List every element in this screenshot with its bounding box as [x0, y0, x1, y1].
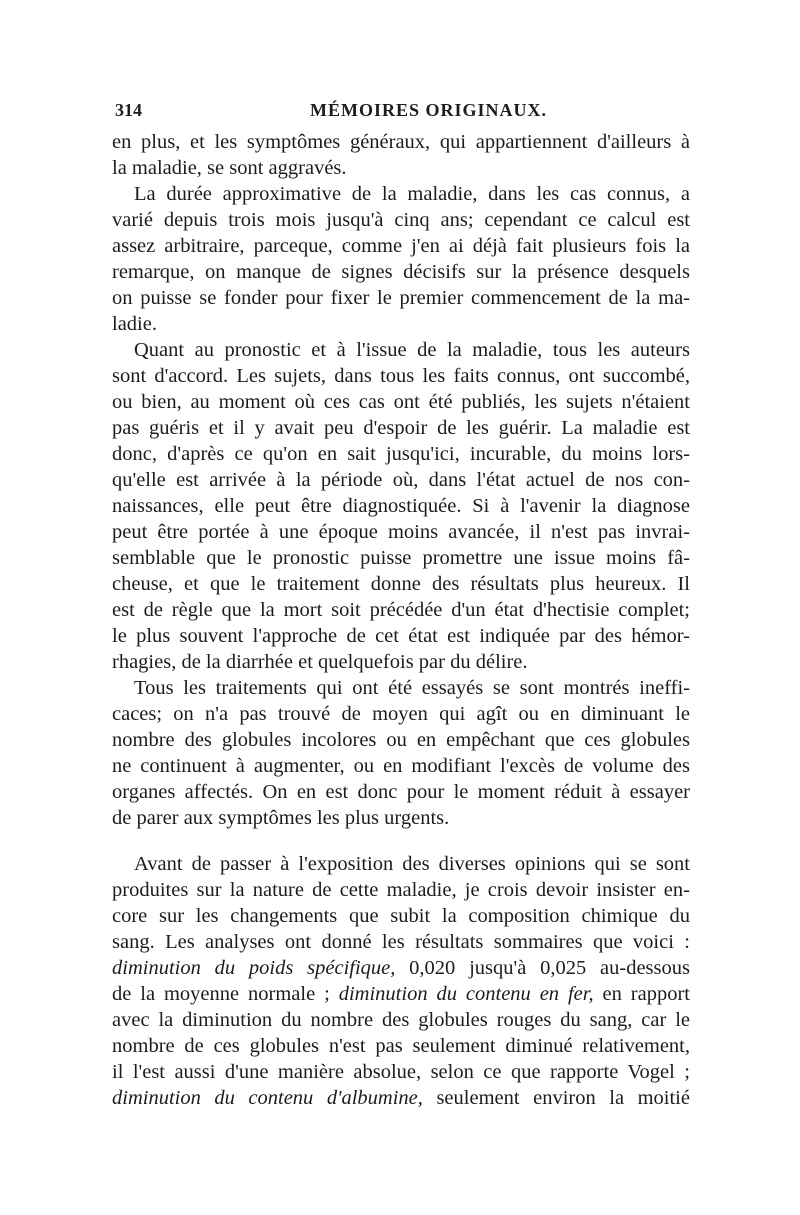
text-line: assez arbitraire, parceque, comme j'en ai déjà fait plusieurs fois la: [112, 235, 690, 257]
text-line: [112, 955, 690, 981]
running-title: MÉMOIRES ORIGINAUX.: [310, 100, 548, 120]
text-line: ou bien, au moment où ces cas ont été publiés, les sujets n'étaient: [112, 391, 690, 413]
text-line: semblable que le pronostic puisse promettre une issue moins fâ-: [112, 547, 690, 569]
running-head: [115, 100, 685, 124]
text-line: sont d'accord. Les sujets, dans tous les faits connus, ont succombé,: [112, 365, 690, 387]
text-line: [112, 1007, 690, 1033]
text-line: [112, 981, 690, 1007]
text-segment: il l'est aussi d'une manière absolue, selon ce que rapporte Vogel ;: [112, 1061, 690, 1083]
body-text: [112, 129, 690, 1111]
text-line: [112, 1059, 690, 1085]
text-line: naissances, elle peut être diagnostiquée. Si à l'avenir la diagnose: [112, 495, 690, 517]
text-line: en plus, et les symptômes généraux, qui appartiennent d'ailleurs à: [112, 131, 690, 153]
paragraph: [112, 675, 690, 831]
text-line: La durée approximative de la maladie, dans les cas connus, a: [134, 183, 690, 205]
text-line: rhagies, de la diarrhée et quelquefois par du délire.: [112, 651, 528, 673]
text-line: ladie.: [112, 313, 157, 335]
text-segment: de la moyenne normale ;: [112, 983, 339, 1005]
paragraph: [112, 851, 690, 1111]
text-line: la maladie, se sont aggravés.: [112, 157, 347, 179]
text-segment: en rapport: [593, 983, 690, 1005]
text-line: Tous les traitements qui ont été essayés se sont montrés ineffi-: [134, 677, 690, 699]
paragraph: [112, 129, 690, 181]
paragraph: [112, 181, 690, 337]
text-line: qu'elle est arrivée à la période où, dans l'état actuel de nos con-: [112, 469, 690, 491]
text-line: [112, 877, 690, 903]
text-line: remarque, on manque de signes décisifs sur la présence desquels: [112, 261, 690, 283]
text-line: Quant au pronostic et à l'issue de la maladie, tous les auteurs: [134, 339, 690, 361]
text-line: on puisse se fonder pour fixer le premier commencement de la ma-: [112, 287, 690, 309]
text-segment: seulement environ la moitié: [422, 1087, 690, 1109]
text-line: varié depuis trois mois jusqu'à cinq ans; cependant ce calcul est: [112, 209, 690, 231]
text-line: [112, 929, 690, 955]
text-line: donc, d'après ce qu'on en sait jusqu'ici, incurable, du moins lors-: [112, 443, 690, 465]
text-line: caces; on n'a pas trouvé de moyen qui agît ou en diminuant le: [112, 703, 690, 725]
text-segment: 0,020 jusqu'à 0,025 au-dessous: [395, 957, 690, 979]
text-line: [112, 1033, 690, 1059]
page-number: 314: [115, 100, 142, 120]
section-gap: [112, 831, 690, 851]
italic-phrase: diminution du contenu d'albumine,: [112, 1087, 423, 1109]
text-segment: produites sur la nature de cette maladie, je crois devoir insister en-: [112, 879, 690, 901]
text-line: [112, 851, 690, 877]
text-segment: core sur les changements que subit la composition chimique du: [112, 905, 690, 927]
text-line: ne continuent à augmenter, ou en modifiant l'excès de volume des: [112, 755, 690, 777]
text-line: le plus souvent l'approche de cet état est indiquée par des hémor-: [112, 625, 690, 647]
italic-phrase: diminution du contenu en fer,: [338, 983, 594, 1005]
italic-phrase: diminution du poids spécifique,: [112, 957, 396, 979]
text-line: nombre des globules incolores ou en empêchant que ces globules: [112, 729, 690, 751]
paragraph: [112, 337, 690, 675]
text-segment: Avant de passer à l'exposition des diverses opinions qui se sont: [134, 853, 690, 875]
text-line: pas guéris et il y avait peu d'espoir de les guérir. La maladie est: [112, 417, 690, 439]
text-line: peut être portée à une époque moins avancée, il n'est pas invrai-: [112, 521, 690, 543]
text-line: de parer aux symptômes les plus urgents.: [112, 807, 450, 829]
text-line: [112, 903, 690, 929]
text-line: cheuse, et que le traitement donne des résultats plus heureux. Il: [112, 573, 690, 595]
text-segment: sang. Les analyses ont donné les résultats sommaires que voici :: [112, 931, 690, 953]
text-line: est de règle que la mort soit précédée d'un état d'hectisie complet;: [112, 599, 690, 621]
text-segment: nombre de ces globules n'est pas seulement diminué relativement,: [112, 1035, 690, 1057]
text-segment: avec la diminution du nombre des globules rouges du sang, car le: [112, 1009, 690, 1031]
text-line: organes affectés. On en est donc pour le moment réduit à essayer: [112, 781, 690, 803]
text-line: [112, 1085, 690, 1111]
